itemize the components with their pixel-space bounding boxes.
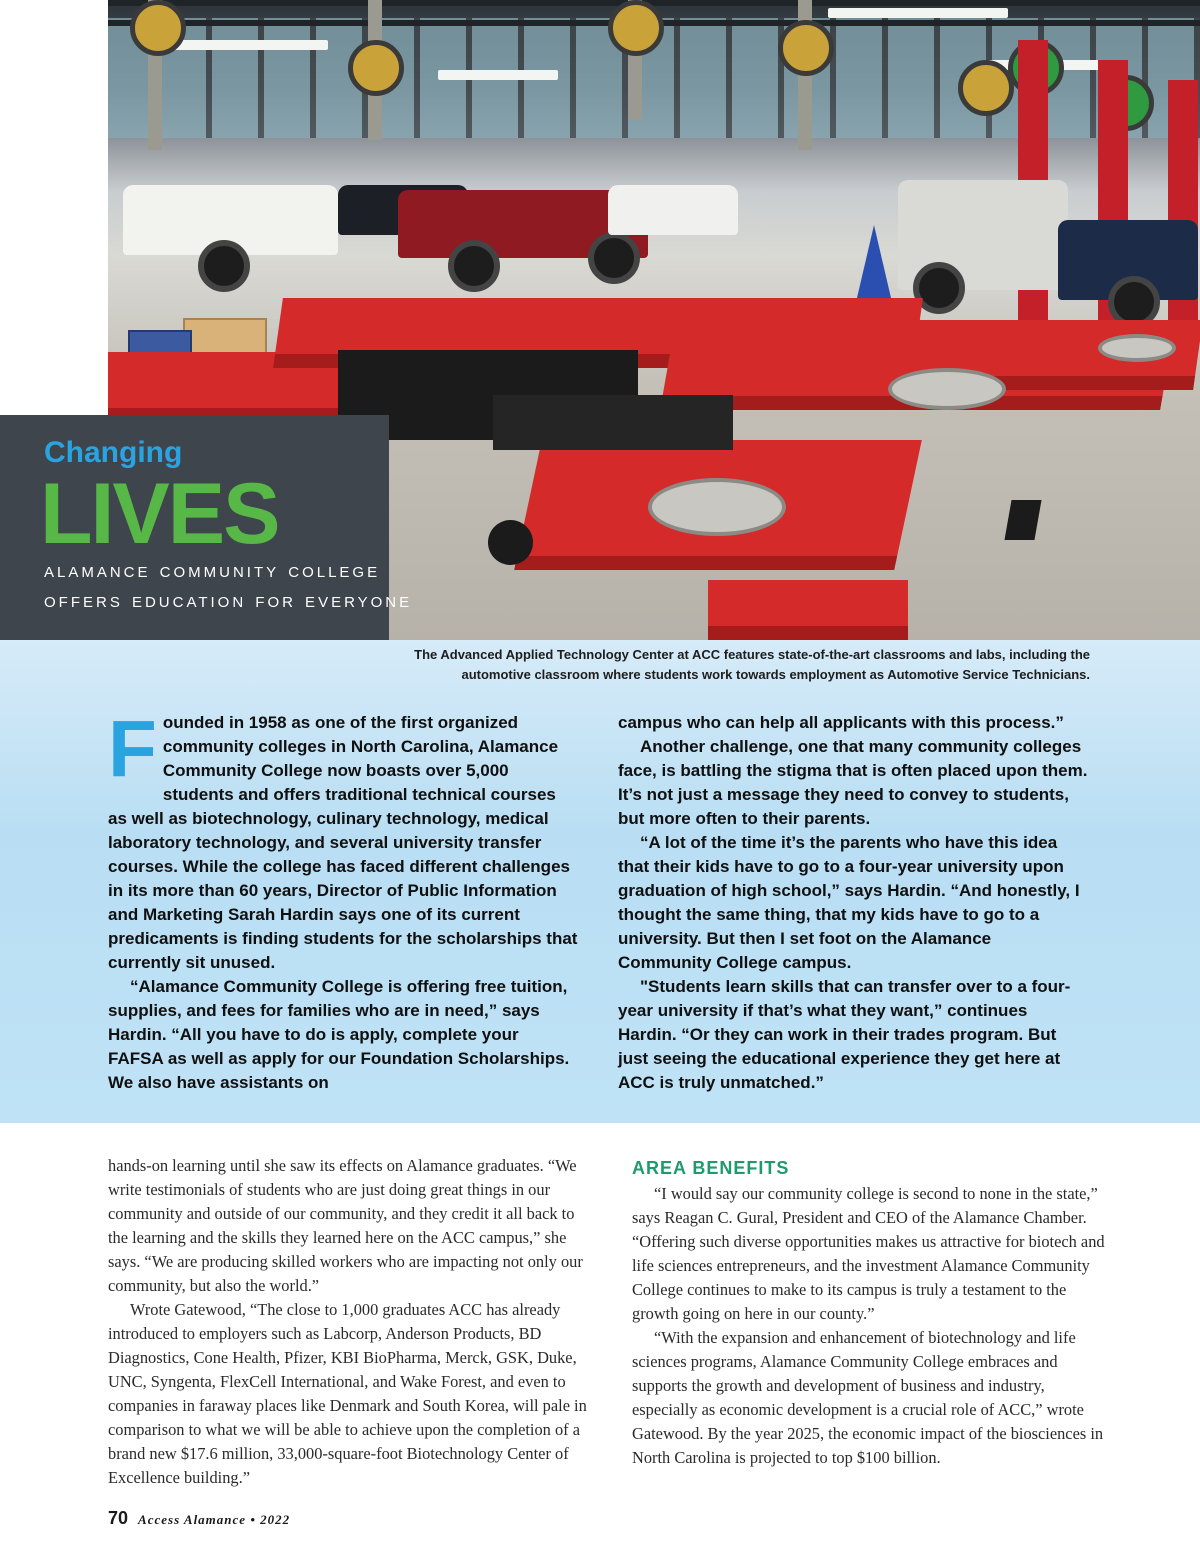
page-number: 70	[108, 1508, 129, 1528]
section-heading: AREA BENEFITS	[632, 1158, 790, 1178]
title-kicker: Changing	[44, 436, 183, 469]
photo-caption-line1: The Advanced Applied Technology Center at ACC features state-of-the-art classrooms and labs, including the	[414, 647, 1090, 662]
body-paragraph: Wrote Gatewood, “The close to 1,000 graduates ACC has already introduced to employers such as Labcorp, Anderson Products, BD Diagnostics, Cone Health, Pfizer, KBI BioPharma, Merck, GSK, Duke, UNC, Syngenta, FlexCell International, and Wake Forest, and even to companies in faraway places like Denmark and South Korea, will pale in comparison to what we will be able to achieve upon the completion of a brand new $17.6 million, 33,000-square-foot Biotechnology Center of Excellence building.”	[108, 1300, 587, 1487]
lead-column-right	[618, 711, 1088, 1095]
body-paragraph: “With the expansion and enhancement of biotechnology and life sciences programs, Alamance Community College embraces and supports the growth and development of business and industry, especially as economic development is a crucial role of ACC,” wrote Gatewood. By the year 2025, the economic impact of the biosciences in North Carolina is projected to top $100 billion.	[632, 1328, 1104, 1467]
body-column-right	[632, 1154, 1114, 1470]
lead-paragraph: Another challenge, one that many community colleges face, is battling the stigma that is often placed upon them. It’s not just a message they need to convey to students, but more often to their parents.	[618, 737, 1088, 828]
title-subtitle-line1: alamance community college	[44, 557, 381, 582]
body-column-left	[108, 1154, 596, 1490]
lead-paragraph: ounded in 1958 as one of the first organized community colleges in North Carolina, Alamance Community College now boasts over 5,000 students and offers traditional technical courses as well as biotechnology, culinary technology, medical laboratory technology, and several university transfer courses. While the college has faced different challenges in its more than 60 years, Director of Public Information and Marketing Sarah Hardin says one of its current predicaments is finding students for the scholarships that currently sit unused.	[108, 713, 578, 972]
page-title: LIVES	[40, 466, 279, 562]
lead-paragraph: "Students learn skills that can transfer over to a four-year university if that’s what they want,” continues Hardin. “Or they can work in their trades program. But just seeing the educational experience they get here at ACC is truly unmatched.”	[618, 977, 1071, 1092]
page-footer	[108, 1508, 290, 1529]
lead-column-left	[108, 704, 578, 1095]
body-paragraph: hands-on learning until she saw its effects on Alamance graduates. “We write testimonials of students who are just doing great things in our community and outside of our community, and they credit it all back to the learning and the skills they learned here on the ACC campus,” she says. “We are producing skilled workers who are impacting not only our community, but also the world.”	[108, 1156, 583, 1295]
drop-cap: F	[108, 704, 157, 793]
body-paragraph: “I would say our community college is second to none in the state,” says Reagan C. Gural, President and CEO of the Alamance Chamber. “Offering such diverse opportunities makes us attractive for biotech and life sciences entrepreneurs, and the investment Alamance Community College continues to make to its campus is truly a testament to the growth going on here in our county.”	[632, 1184, 1105, 1323]
photo-caption	[340, 645, 1090, 685]
lead-paragraph: “A lot of the time it’s the parents who have this idea that their kids have to go to a four-year university upon graduation of high school,” says Hardin. “And honestly, I thought the same thing, that my kids have to go to a university. But then I set foot on the Alamance Community College campus.	[618, 833, 1080, 972]
lead-paragraph: “Alamance Community College is offering free tuition, supplies, and fees for families who are in need,” says Hardin. “All you have to do is apply, complete your FAFSA as well as apply for our Foundation Scholarships. We also have assistants on	[108, 977, 570, 1092]
lead-paragraph: campus who can help all applicants with this process.”	[618, 713, 1064, 732]
photo-caption-line2: automotive classroom where students work towards employment as Automotive Service Technicians.	[461, 667, 1090, 682]
publication-name: Access Alamance • 2022	[138, 1512, 291, 1527]
title-subtitle-line2: offers education for everyone	[44, 587, 413, 612]
